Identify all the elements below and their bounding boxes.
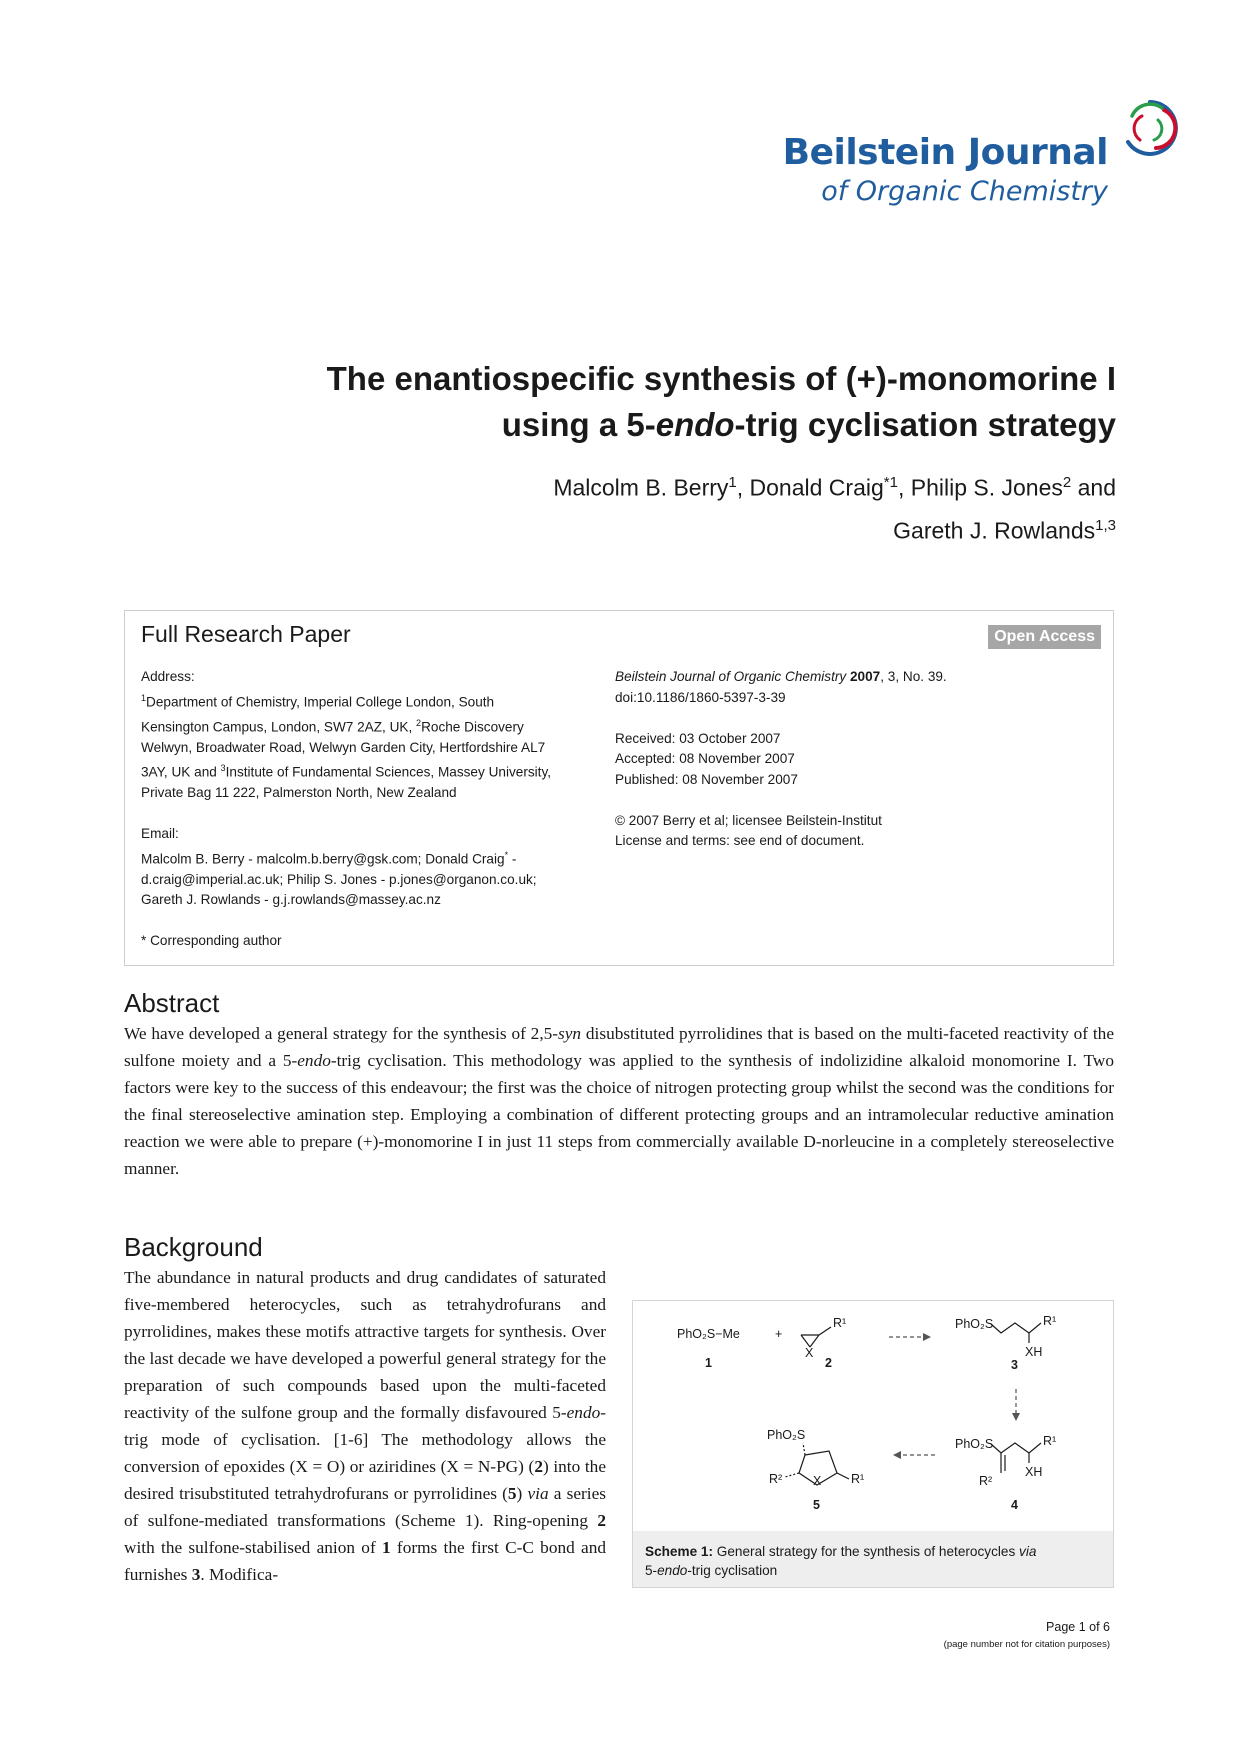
accepted-date: Accepted: 08 November 2007 bbox=[615, 751, 795, 766]
compound-2-x: X bbox=[805, 1346, 814, 1360]
reaction-scheme-diagram bbox=[633, 1301, 1113, 1531]
published-date: Published: 08 November 2007 bbox=[615, 771, 798, 787]
email-line[interactable]: Malcolm B. Berry - malcolm.b.berry@gsk.com; Donald Craig* - bbox=[141, 849, 517, 867]
title-line2: using a 5-endo-trig cyclisation strategy bbox=[501, 406, 1116, 443]
plus-sign: + bbox=[775, 1327, 783, 1341]
doi-link[interactable]: doi:10.1186/1860-5397-3-39 bbox=[615, 689, 786, 705]
compound-2-structure bbox=[801, 1327, 831, 1347]
compound-5-r2: R² bbox=[769, 1472, 783, 1486]
journal-name-line1: Beilstein Journal bbox=[782, 132, 1108, 173]
compound-1-number: 1 bbox=[705, 1356, 712, 1370]
article-title bbox=[236, 356, 1116, 448]
paper-type-label: Full Research Paper bbox=[141, 621, 351, 647]
title-line1: The enantiospecific synthesis of (+)-monomorine I bbox=[326, 360, 1116, 397]
compound-5-x: X bbox=[813, 1474, 822, 1488]
article-info-box bbox=[124, 610, 1114, 966]
address-line: 3AY, UK and $^3$Institute of Fundamental Sciences, Massey University, bbox=[141, 763, 552, 780]
citation-column bbox=[615, 667, 1095, 852]
compound-4-sulfone: PhO₂S bbox=[955, 1437, 994, 1451]
background-heading: Background bbox=[124, 1232, 263, 1262]
abstract-paragraph: We have developed a general strategy for the synthesis of 2,5-syn disubstituted pyrrolidines that is based on the multi-faceted reactivity of the sulfone moiety and a 5-endo-trig cyclisation. This methodology was applied to the synthesis of indolizidine alkaloid monomorine I. Two factors were key to the success of this endeavour; the first was the choice of nitrogen protecting group whilst the second was the conditions for the final stereoselective amination step. Employing a combination of different protecting groups and an intramolecular reductive amination reaction we were able to prepare (+)-monomorine I in just 11 steps from commercially available D-norleucine in a completely stereoselective manner. bbox=[124, 1024, 1115, 1178]
corresponding-author-note: * Corresponding author bbox=[141, 933, 282, 949]
compound-3-number: 3 bbox=[1011, 1358, 1018, 1372]
journal-logo-icon bbox=[1118, 96, 1182, 160]
email-line[interactable]: Gareth J. Rowlands - g.j.rowlands@massey.ac.nz bbox=[141, 892, 441, 908]
address-line: Welwyn, Broadwater Road, Welwyn Garden City, Hertfordshire AL7 bbox=[141, 739, 546, 755]
compound-2-number: 2 bbox=[825, 1356, 832, 1370]
compound-4-xh: XH bbox=[1025, 1465, 1043, 1479]
address-label: Address: bbox=[141, 669, 195, 684]
abstract-heading: Abstract bbox=[124, 988, 220, 1018]
compound-3-xh: XH bbox=[1025, 1345, 1043, 1359]
dashed-arrow-right bbox=[889, 1333, 931, 1341]
email-label: Email: bbox=[141, 826, 179, 842]
author-list: Malcolm B. Berry$^1$, Donald Craig$^{*1}$, Philip S. Jones$^2$ and Gareth J. Rowlands$^{1,3}$ bbox=[553, 474, 1116, 544]
dashed-arrow-down bbox=[1012, 1389, 1020, 1421]
open-access-badge: Open Access bbox=[988, 625, 1101, 649]
compound-4-r2: R² bbox=[979, 1474, 993, 1488]
author-craig: Donald Craig bbox=[749, 474, 884, 501]
compound-2-r1: R¹ bbox=[833, 1316, 847, 1330]
compound-3-sulfone: PhO₂S bbox=[955, 1317, 994, 1331]
compound-5-r1: R¹ bbox=[851, 1472, 865, 1486]
address-column bbox=[141, 667, 591, 952]
compound-4-r1: R¹ bbox=[1043, 1434, 1057, 1448]
dashed-arrow-left bbox=[893, 1451, 935, 1459]
address-line: Kensington Campus, London, SW7 2AZ, UK, $^2$Roche Discovery bbox=[141, 717, 524, 735]
scheme-1-caption: Scheme 1: General strategy for the synthesis of heterocycles via 5-endo-trig cyclisation bbox=[633, 1531, 1113, 1587]
author-rowlands: Gareth J. Rowlands bbox=[893, 517, 1096, 544]
compound-5-sulfone: PhO₂S bbox=[767, 1428, 806, 1442]
page-number-note: (page number not for citation purposes) bbox=[943, 1639, 1110, 1650]
received-date: Received: 03 October 2007 bbox=[615, 730, 781, 746]
scheme-1-figure bbox=[632, 1300, 1114, 1588]
address-line: $^1$Department of Chemistry, Imperial College London, South bbox=[141, 692, 495, 710]
page-number: Page 1 of 6 bbox=[1046, 1620, 1110, 1634]
address-line: Private Bag 11 222, Palmerston North, New Zealand bbox=[141, 785, 457, 801]
compound-5-number: 5 bbox=[813, 1498, 820, 1512]
license-line: License and terms: see end of document. bbox=[615, 833, 865, 848]
compound-4-number: 4 bbox=[1011, 1498, 1018, 1512]
background-paragraph: The abundance in natural products and drug candidates of saturated five-membered heterocycles, such as tetrahydrofurans and pyrrolidines, makes these motifs attractive targets for synthesis. Over the last decade we have developed a powerful general strategy for the preparation of such compounds based upon the multi-faceted reactivity of the sulfone group and the formally disfavoured 5-endo-trig mode of cyclisation. [1-6] The methodology allows the conversion of epoxides (X = O) or aziridines (X = N-PG) (2) into the desired trisubstituted tetrahydrofurans or pyrrolidines (5) via a series of sulfone-mediated transformations (Scheme 1). Ring-opening 2 with the sulfone-stabilised anion of 1 forms the first C-C bond and furnishes 3. Modifica- bbox=[124, 1268, 606, 1584]
compound-1-formula: PhO₂S−Me bbox=[677, 1327, 740, 1341]
author-berry: Malcolm B. Berry bbox=[553, 474, 729, 501]
email-line[interactable]: d.craig@imperial.ac.uk; Philip S. Jones - p.jones@organon.co.uk; bbox=[141, 871, 537, 887]
author-jones: Philip S. Jones bbox=[910, 474, 1063, 501]
compound-3-r1: R¹ bbox=[1043, 1314, 1057, 1328]
compound-3-chain bbox=[991, 1323, 1041, 1343]
journal-name-line2: of Organic Chemistry bbox=[821, 176, 1108, 207]
journal-citation: Beilstein Journal of Organic Chemistry 2007, 3, No. 39. bbox=[615, 669, 947, 684]
copyright-line: © 2007 Berry et al; licensee Beilstein-Institut bbox=[615, 812, 882, 828]
